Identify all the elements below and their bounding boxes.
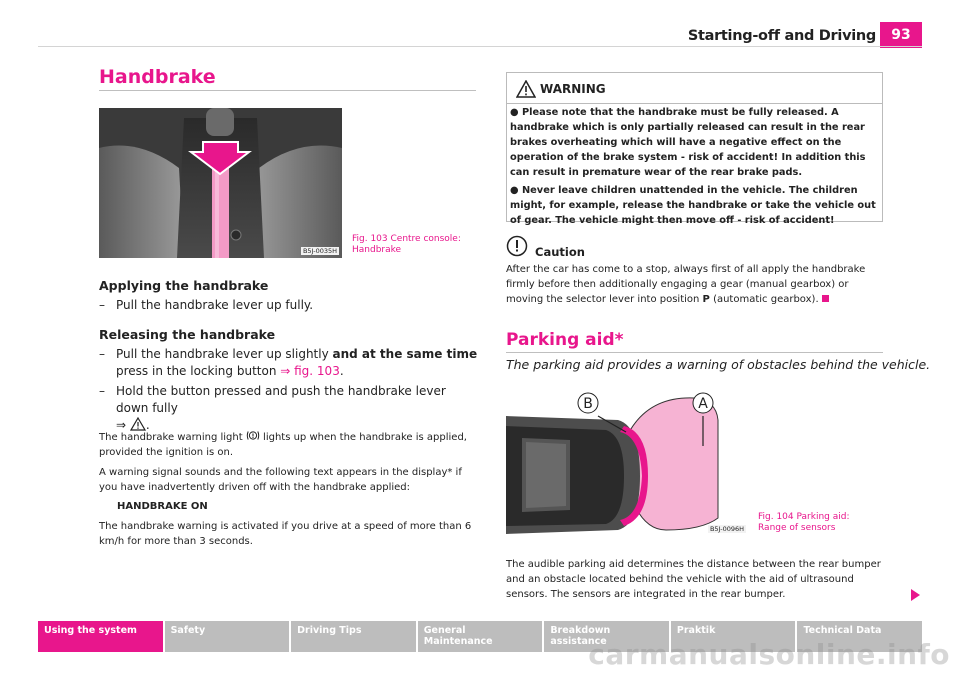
nav-tab-general-maintenance[interactable]: General Maintenance (418, 621, 543, 652)
paragraph-text: The handbrake warning light (99, 432, 243, 443)
nav-tab-breakdown-assistance[interactable]: Breakdown assistance (544, 621, 669, 652)
caution-text-part: (automatic gearbox). (709, 294, 819, 305)
figure-code: B5J-0096H (709, 525, 744, 533)
warning-body (510, 105, 880, 231)
step-text: Hold the button pressed and push the handbrake lever down fully ⇒ . (116, 384, 446, 432)
parking-aid-lead: The parking aid provides a warning of obstacles behind the vehicle. (506, 357, 931, 372)
caution-text-part: After the car has come to a stop, always first of all apply the handbrake firmly before then additionally engaging a gear (manual gearbox) or moving the selector lever into position (506, 264, 866, 305)
step-dash: – (99, 347, 105, 361)
figure-103-caption (352, 234, 461, 256)
handbrake-illustration (99, 108, 342, 258)
step-text-part: press in the locking button (116, 364, 281, 378)
page-number: 93 (880, 22, 922, 48)
figure-104-caption (758, 512, 850, 534)
warning-ref-arrow[interactable]: ⇒ (116, 418, 127, 432)
nav-tab-praktik[interactable]: Praktik (671, 621, 796, 652)
warning-item-text: Please note that the handbrake must be fully released. A handbrake which is only partially released can result in the rear brakes overheating which will have a negative effect on the operation of the brake system - risk of accident! In addition this can result in premature wear of the rear brake pads. (510, 107, 866, 178)
step-release-1 (99, 346, 479, 380)
step-dash: – (99, 298, 105, 312)
nav-tab-safety[interactable]: Safety (165, 621, 290, 652)
section-heading-handbrake: Handbrake (99, 66, 216, 88)
nav-tab-using-the-system[interactable]: Using the system (38, 621, 163, 652)
figure-caption-line: Range of sensors (758, 523, 836, 533)
section-heading-parking-aid: Parking aid* (506, 330, 624, 350)
paragraph-speed-warning: The handbrake warning is activated if you drive at a speed of more than 6 km/h for more than 3 seconds. (99, 521, 472, 547)
sensor-label-a: A (698, 396, 708, 412)
parking-aid-illustration (506, 386, 749, 536)
figure-caption-line: Handbrake (352, 245, 402, 255)
figure-103-link[interactable]: ⇒ fig. 103 (280, 364, 340, 378)
warning-item: ● Never leave children unattended in the vehicle. The children might, for example, release the handbrake or take the vehicle out of gear. The vehicle might then move off - risk of accident! (510, 185, 876, 226)
step-text: Pull the handbrake lever up fully. (116, 298, 314, 312)
nav-tab-technical-data[interactable]: Technical Data (797, 621, 922, 652)
subheading-applying: Applying the handbrake (99, 278, 269, 293)
running-header-title: Starting-off and Driving (687, 28, 876, 44)
paragraph-warning-light (99, 430, 477, 460)
warning-triangle-icon (516, 80, 536, 98)
nav-tab-driving-tips[interactable]: Driving Tips (291, 621, 416, 652)
step-text-bold: and at the same time (332, 347, 478, 361)
figure-104-parking-aid (506, 386, 749, 536)
section-rule (99, 90, 476, 91)
figure-caption-line: Fig. 103 Centre console: (352, 234, 461, 244)
figure-code: B5J-0035H (302, 247, 337, 255)
warning-triangle-icon[interactable] (130, 417, 146, 431)
warning-item: ● Please note that the handbrake must be fully released. A handbrake which is only partially released can result in the rear brakes overheating which will have a negative effect on the operation of the brake system - risk of accident! In addition this can result in premature wear of the rear brake pads. (510, 107, 866, 178)
warning-box (506, 72, 883, 226)
sensor-label-b: B (583, 396, 593, 412)
caution-text-bold: P (702, 294, 710, 305)
watermark: carmanualsonline.info (588, 638, 950, 671)
figure-caption-line: Fig. 104 Parking aid: (758, 512, 850, 522)
step-release-2 (99, 383, 479, 434)
step-text-part: Hold the button pressed and push the handbrake lever down fully (116, 384, 446, 415)
step-text-part: . (339, 364, 344, 378)
warning-header (507, 73, 882, 104)
step-dash: – (99, 384, 105, 398)
step-text-part: Pull the handbrake lever up slightly (116, 347, 333, 361)
next-page-arrow-icon[interactable] (911, 589, 920, 601)
subheading-releasing: Releasing the handbrake (99, 327, 276, 342)
end-of-section-marker (822, 295, 829, 302)
warning-item-text: Never leave children unattended in the vehicle. The children might, for example, release the handbrake or take the vehicle out of gear. The vehicle might then move off - risk of accident! (510, 185, 876, 226)
paragraph-display-warning: A warning signal sounds and the following text appears in the display* if you have inadvertently driven off with the handbrake applied: (99, 467, 462, 493)
section-rule (506, 352, 883, 353)
step-text (99, 346, 479, 380)
svg-text:!: ! (251, 433, 255, 440)
figure-103-handbrake (99, 108, 342, 258)
step-apply (99, 297, 479, 314)
caution-title: Caution (535, 245, 585, 259)
parking-aid-paragraph: The audible parking aid determines the distance between the rear bumper and an obstacle located behind the vehicle with the aid of ultrasound sensors. The sensors are integrated in the rear bumper. (506, 559, 881, 600)
caution-text (506, 262, 884, 307)
paragraph-text: lights up when the handbrake is applied, provided the ignition is on. (99, 432, 467, 458)
display-message: HANDBRAKE ON (117, 501, 208, 512)
header-rule (38, 46, 922, 47)
warning-title: WARNING (540, 82, 606, 96)
caution-icon (506, 235, 528, 257)
brake-warning-light-icon (246, 430, 260, 441)
